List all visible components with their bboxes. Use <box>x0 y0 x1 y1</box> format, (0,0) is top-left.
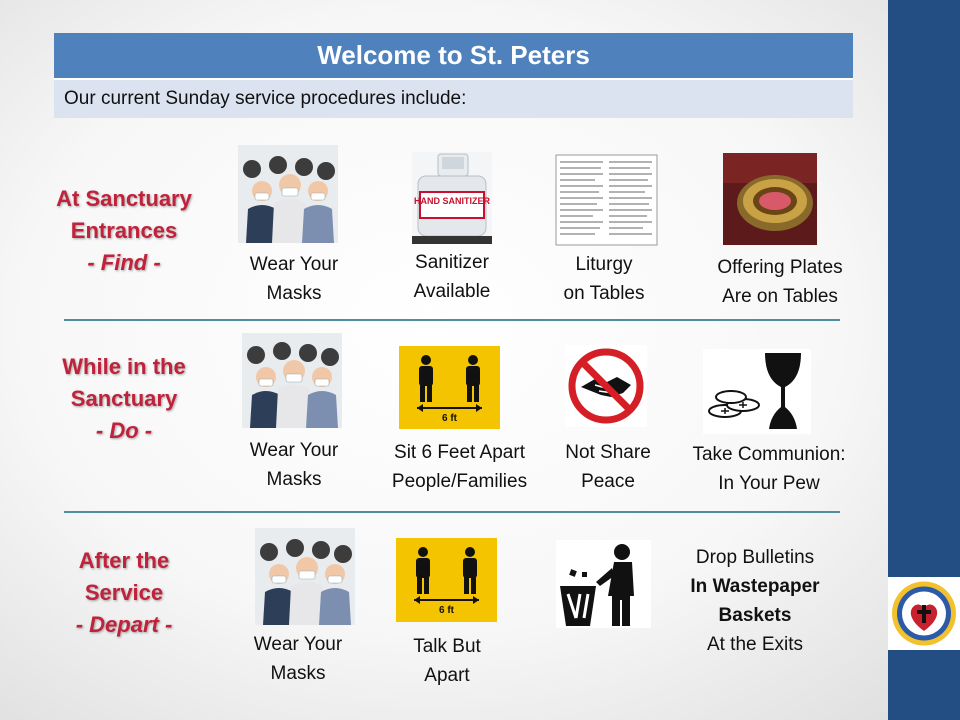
page-title: Welcome to St. Peters <box>54 33 853 80</box>
logo <box>888 577 960 650</box>
caption-wear-masks: Wear Your Masks <box>249 254 339 304</box>
caption-sit-apart: Sit 6 Feet Apart People/Families <box>391 442 528 492</box>
caption-liturgy: Liturgy on Tables <box>563 254 645 304</box>
caption-sanitizer: Sanitizer Available <box>413 252 491 302</box>
svg-text:6 ft: 6 ft <box>442 413 457 424</box>
offering-plate-icon <box>723 153 817 245</box>
svg-text:HAND SANITIZER: HAND SANITIZER <box>414 196 490 206</box>
section-label-find: At Sanctuary Entrances - Find - <box>56 186 192 275</box>
page-subtitle: Our current Sunday service procedures include: <box>54 80 853 118</box>
caption-wear-masks: Wear Your Masks <box>253 634 343 684</box>
communion-chalice-icon <box>703 349 811 434</box>
people-wearing-masks-icon <box>242 333 342 428</box>
people-wearing-masks-icon <box>255 528 355 625</box>
six-feet-distance-icon <box>399 346 500 429</box>
caption-not-share-peace: Not Share Peace <box>565 442 651 492</box>
caption-talk-apart: Talk But Apart <box>413 636 481 686</box>
section-label-do: While in the Sanctuary - Do - <box>62 354 186 443</box>
caption-drop-bulletins: Drop Bulletins In Wastepaper Baskets At the Exits <box>690 547 820 655</box>
people-wearing-masks-icon <box>238 145 338 243</box>
hand-sanitizer-icon <box>412 152 492 244</box>
six-feet-distance-icon <box>396 538 497 622</box>
section-divider <box>64 319 840 321</box>
caption-communion: Take Communion: In Your Pew <box>692 444 846 494</box>
section-divider <box>64 511 840 513</box>
liturgy-document-icon <box>555 154 658 246</box>
no-handshake-icon <box>565 345 647 427</box>
section-label-depart: After the Service - Depart - <box>75 548 173 637</box>
svg-text:6 ft: 6 ft <box>439 605 454 616</box>
trash-bin-icon <box>556 540 651 628</box>
luther-rose-seal-icon <box>888 577 960 650</box>
caption-wear-masks: Wear Your Masks <box>249 440 339 490</box>
caption-offering-plates: Offering Plates Are on Tables <box>717 257 843 307</box>
